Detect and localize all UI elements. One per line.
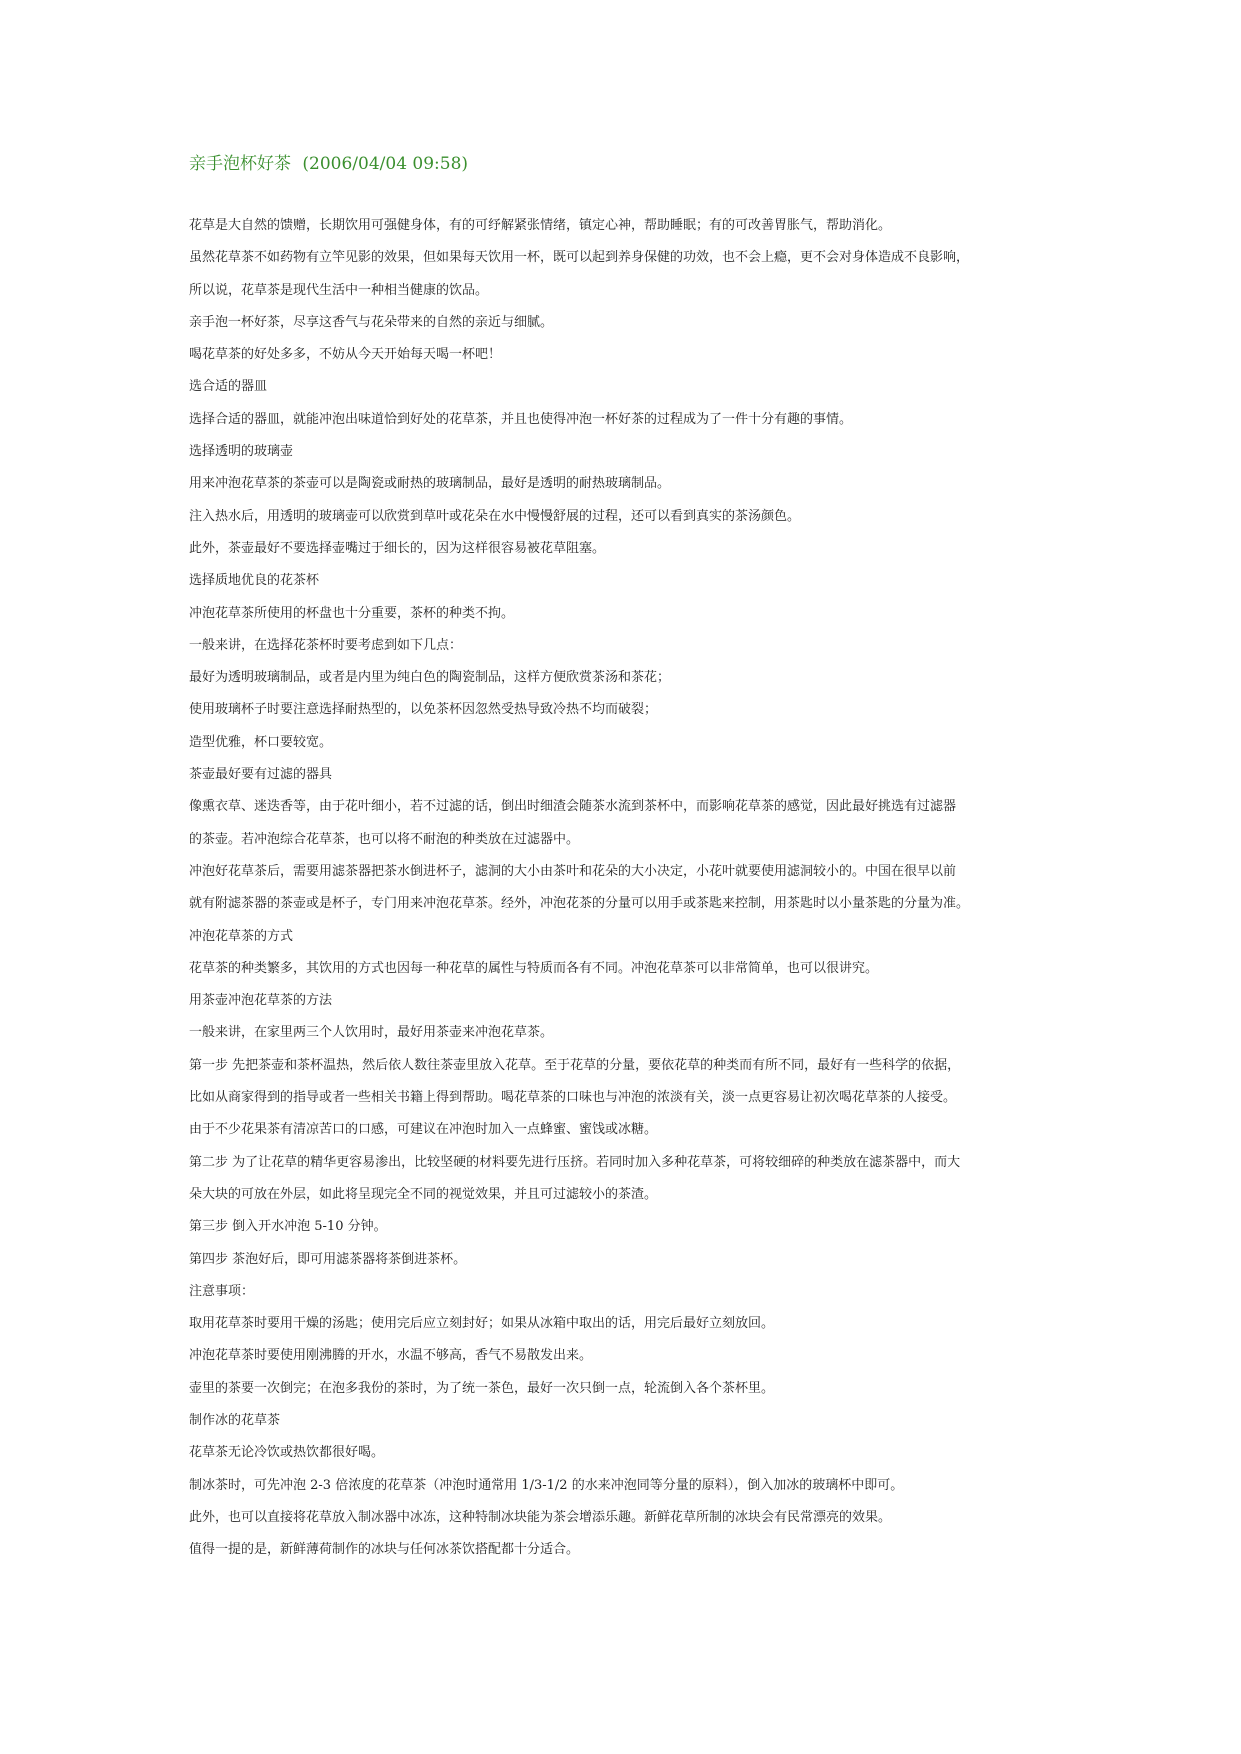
article-line: 选择质地优良的花茶杯 <box>189 573 320 589</box>
article-line: 选择合适的器皿，就能冲泡出味道恰到好处的花草茶，并且也使得冲泡一杯好茶的过程成为了一件十分有趣的事情。 <box>189 411 853 427</box>
article-line: 取用花草茶时要用干燥的汤匙；使用完后应立刻封好；如果从冰箱中取出的话，用完后最好立刻放回。 <box>189 1316 775 1332</box>
article-line: 冲泡花草茶时要使用刚沸腾的开水，水温不够高，香气不易散发出来。 <box>189 1348 593 1364</box>
article-line: 花草茶无论冷饮或热饮都很好喝。 <box>189 1445 385 1461</box>
article-line: 最好为透明玻璃制品，或者是内里为纯白色的陶瓷制品，这样方便欣赏茶汤和茶花； <box>189 670 671 686</box>
article-line: 由于不少花果茶有清凉苦口的口感，可建议在冲泡时加入一点蜂蜜、蜜饯或冰糖。 <box>189 1122 658 1138</box>
article-line: 所以说，花草茶是现代生活中一种相当健康的饮品。 <box>189 282 489 298</box>
article-line: 喝花草茶的好处多多，不妨从今天开始每天喝一杯吧！ <box>189 347 502 363</box>
article-line: 第三步 倒入开水冲泡 5-10 分钟。 <box>189 1219 387 1235</box>
article-line: 用来冲泡花草茶的茶壶可以是陶瓷或耐热的玻璃制品，最好是透明的耐热玻璃制品。 <box>189 476 671 492</box>
article-line: 朵大块的可放在外层，如此将呈现完全不同的视觉效果，并且可过滤较小的茶渣。 <box>189 1186 658 1202</box>
article-line: 像熏衣草、迷迭香等，由于花叶细小，若不过滤的话，倒出时细渣会随茶水流到茶杯中，而影响花草茶的感觉，因此最好挑选有过滤器 <box>189 799 957 815</box>
article-line: 值得一提的是，新鲜薄荷制作的冰块与任何冰茶饮搭配都十分适合。 <box>189 1542 580 1558</box>
article-line: 的茶壶。若冲泡综合花草茶，也可以将不耐泡的种类放在过滤器中。 <box>189 831 580 847</box>
article-line: 壶里的茶要一次倒完；在泡多我份的茶时，为了统一茶色，最好一次只倒一点，轮流倒入各个茶杯里。 <box>189 1380 775 1396</box>
article-line: 亲手泡一杯好茶，尽享这香气与花朵带来的自然的亲近与细腻。 <box>189 314 554 330</box>
article-line: 制冰茶时，可先冲泡 2-3 倍浓度的花草茶（冲泡时通常用 1/3-1/2 的水来冲泡同等分量的原料），倒入加冰的玻璃杯中即可。 <box>189 1477 904 1493</box>
article-line: 冲泡花草茶所使用的杯盘也十分重要，茶杯的种类不拘。 <box>189 605 515 621</box>
article-date: (2006/04/04 09:58) <box>302 154 469 174</box>
article-line: 用茶壶冲泡花草茶的方法 <box>189 993 333 1009</box>
article-line: 虽然花草茶不如药物有立竿见影的效果，但如果每天饮用一杯，既可以起到养身保健的功效，也不会上瘾，更不会对身体造成不良影响， <box>189 250 970 266</box>
article-line: 花草是大自然的馈赠，长期饮用可强健身体，有的可纾解紧张情绪，镇定心神，帮助睡眠；有的可改善胃胀气，帮助消化。 <box>189 218 892 233</box>
article-line: 冲泡花草茶的方式 <box>189 928 294 944</box>
article-line: 制作冰的花草茶 <box>189 1412 281 1428</box>
article-line: 此外，茶壶最好不要选择壶嘴过于细长的，因为这样很容易被花草阻塞。 <box>189 540 606 556</box>
article-line: 选合适的器皿 <box>189 379 268 395</box>
article-line: 花草茶的种类繁多，其饮用的方式也因每一种花草的属性与特质而各有不同。冲泡花草茶可以非常简单，也可以很讲究。 <box>189 960 879 976</box>
article-body <box>189 210 1069 1566</box>
article-line: 造型优雅，杯口要较宽。 <box>189 734 333 750</box>
article <box>189 150 1069 1566</box>
article-title <box>189 150 1069 178</box>
article-line: 茶壶最好要有过滤的器具 <box>189 767 333 783</box>
article-line: 此外，也可以直接将花草放入制冰器中冰冻，这种特制冰块能为茶会增添乐趣。新鲜花草所制的冰块会有民常漂亮的效果。 <box>189 1509 892 1525</box>
article-line: 就有附滤茶器的茶壶或是杯子，专门用来冲泡花草茶。经外，冲泡花茶的分量可以用手或茶匙来控制，用茶匙时以小量茶匙的分量为准。 <box>189 896 970 912</box>
article-line: 第二步 为了让花草的精华更容易渗出，比较坚硬的材料要先进行压挤。若同时加入多种花草茶，可将较细碎的种类放在滤茶器中，而大 <box>189 1154 961 1170</box>
article-line: 一般来讲，在选择花茶杯时要考虑到如下几点： <box>189 637 463 653</box>
article-line: 冲泡好花草茶后，需要用滤茶器把茶水倒进杯子，滤洞的大小由茶叶和花朵的大小决定，小花叶就要使用滤洞较小的。中国在很早以前 <box>189 863 957 879</box>
article-line: 选择透明的玻璃壶 <box>189 444 294 460</box>
article-line: 第四步 茶泡好后，即可用滤茶器将茶倒进茶杯。 <box>189 1251 467 1267</box>
article-line: 比如从商家得到的指导或者一些相关书籍上得到帮助。喝花草茶的口味也与冲泡的浓淡有关，淡一点更容易让初次喝花草茶的人接受。 <box>189 1090 957 1106</box>
article-line: 注入热水后，用透明的玻璃壶可以欣赏到草叶或花朵在水中慢慢舒展的过程，还可以看到真实的茶汤颜色。 <box>189 508 801 524</box>
article-line: 注意事项： <box>189 1283 255 1299</box>
article-line: 第一步 先把茶壶和茶杯温热，然后依人数往茶壶里放入花草。至于花草的分量，要依花草的种类而有所不同，最好有一些科学的依据， <box>189 1057 961 1073</box>
article-title-text: 亲手泡杯好茶 <box>189 154 291 174</box>
article-line: 使用玻璃杯子时要注意选择耐热型的，以免茶杯因忽然受热导致冷热不均而破裂； <box>189 702 658 718</box>
article-line: 一般来讲，在家里两三个人饮用时，最好用茶壶来冲泡花草茶。 <box>189 1025 554 1041</box>
